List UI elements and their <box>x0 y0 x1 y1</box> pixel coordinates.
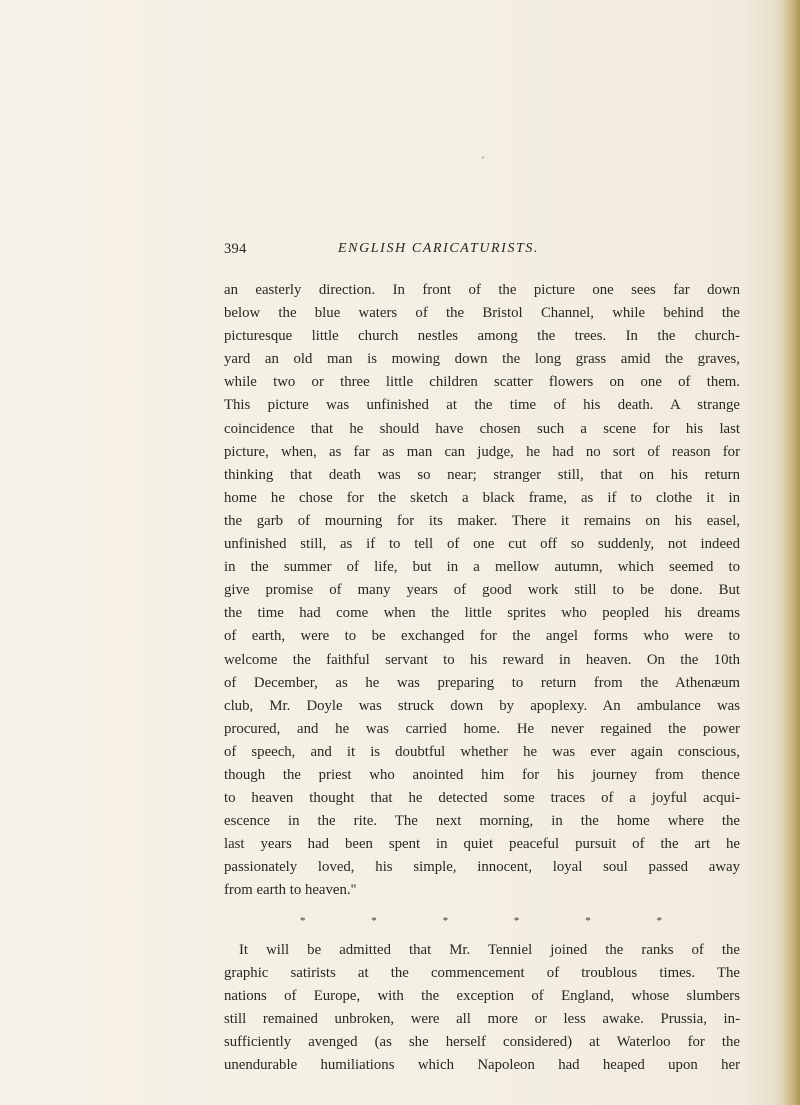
text-line: still remained unbroken, were all more or less awake. Prussia, in- <box>224 1010 740 1027</box>
text-line: last years had been spent in quiet peaceful pursuit of the art he <box>224 836 740 853</box>
text-line: escence in the rite. The next morning, in the home where the <box>224 813 740 830</box>
text-line: the garb of mourning for its maker. There it remains on his easel, <box>224 512 740 529</box>
asterisk: * <box>300 914 306 927</box>
asterisk: * <box>656 914 662 927</box>
paragraph-2 <box>224 939 740 1078</box>
page-number: 394 <box>224 241 247 257</box>
text-line: sufficiently avenged (as she herself considered) at Waterloo for the <box>224 1033 740 1050</box>
text-line: an easterly direction. In front of the picture one sees far down <box>224 282 740 298</box>
text-line: while two or three little children scatter flowers on one of them. <box>224 374 740 391</box>
text-line: home he chose for the sketch a black frame, as if to clothe it in <box>224 489 740 506</box>
text-line: picture, when, as far as man can judge, he had no sort of reason for <box>224 443 740 460</box>
text-line: unendurable humiliations which Napoleon had heaped upon her <box>224 1057 740 1073</box>
paragraph-1 <box>224 279 740 903</box>
asterisk: * <box>513 914 520 927</box>
text-line: procured, and he was carried home. He never regained the power <box>224 720 740 737</box>
running-head: ENGLISH CARICATURISTS. <box>338 241 540 256</box>
asterisk: * <box>585 914 591 927</box>
text-line: It will be admitted that Mr. Tenniel joined the ranks of the <box>239 941 740 958</box>
text-line: coincidence that he should have chosen such a scene for his last <box>224 420 740 437</box>
text-line: welcome the faithful servant to his reward in heaven. On the 10th <box>224 651 740 668</box>
page-edge-shadow <box>782 0 800 1105</box>
text-line: unfinished still, as if to tell of one cut off so suddenly, not indeed <box>224 536 740 553</box>
text-line: in the summer of life, but in a mellow autumn, which seemed to <box>224 559 740 576</box>
text-line: yard an old man is mowing down the long grass amid the graves, <box>224 351 740 368</box>
text-line: the time had come when the little sprites who peopled his dreams <box>224 605 740 622</box>
text-line: picturesque little church nestles among the trees. In the church- <box>224 328 740 345</box>
text-line: of earth, were to be exchanged for the angel forms who were to <box>224 628 740 645</box>
body-text <box>224 279 740 1077</box>
paper-speck <box>482 156 485 160</box>
text-line: from earth to heaven." <box>224 882 357 899</box>
text-line: give promise of many years of good work still to be done. But <box>224 582 740 599</box>
section-break-asterisms <box>300 903 662 939</box>
text-line: though the priest who anointed him for his journey from thence <box>224 766 740 783</box>
text-line: of speech, and it is doubtful whether he was ever again conscious, <box>224 743 740 760</box>
asterisk: * <box>442 914 449 927</box>
text-line: to heaven thought that he detected some traces of a joyful acqui- <box>224 790 740 807</box>
text-line: below the blue waters of the Bristol Channel, while behind the <box>224 305 740 322</box>
text-line: thinking that death was so near; stranger still, that on his return <box>224 466 740 483</box>
text-line: nations of Europe, with the exception of England, whose slumbers <box>224 987 740 1004</box>
asterisk: * <box>371 914 377 927</box>
text-line: This picture was unfinished at the time of his death. A strange <box>224 397 740 414</box>
text-line: of December, as he was preparing to return from the Athenæum <box>224 674 740 691</box>
text-line: passionately loved, his simple, innocent, loyal soul passed away <box>224 859 740 876</box>
text-line: club, Mr. Doyle was struck down by apoplexy. An ambulance was <box>224 697 740 714</box>
text-line: graphic satirists at the commencement of troublous times. The <box>224 964 740 981</box>
